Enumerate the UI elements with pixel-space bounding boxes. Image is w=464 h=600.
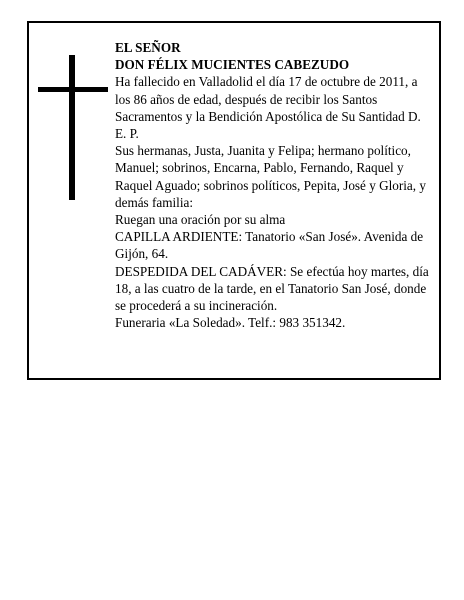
cross-icon [38,55,108,200]
family-list: Sus hermanas, Justa, Juanita y Felipa; hermano político, Manuel; sobrinos, Encarna, Pablo, Fernando, Raquel y Raquel Aguado; sobrinos políticos, Pepita, José y Gloria, y demás familia: [115,143,426,210]
obituary-notice [27,21,441,380]
chapel-info: CAPILLA ARDIENTE: Tanatorio «San José». Avenida de Gijón, 64. [115,229,424,262]
funeral-home-info: Funeraria «La Soledad». Telf.: 983 351342. [115,315,346,331]
death-announcement: Ha fallecido en Valladolid el día 17 de octubre de 2011, a los 86 años de edad, después de recibir los Santos Sacramentos y la Bendición Apostólica de Su Santidad D. E. P. [115,74,421,142]
notice-text [115,39,435,331]
notice-title: EL SEÑOR [115,40,181,55]
farewell-info: DESPEDIDA DEL CADÁVER: Se efectúa hoy martes, día 18, a las cuatro de la tarde, en el Tanatorio San José, donde se procederá a su incineración. [115,263,429,314]
prayer-request: Ruegan una oración por su alma [115,212,286,228]
deceased-name: DON FÉLIX MUCIENTES CABEZUDO [115,57,350,73]
cross-vertical-bar [69,55,75,200]
cross-horizontal-bar [38,87,108,92]
